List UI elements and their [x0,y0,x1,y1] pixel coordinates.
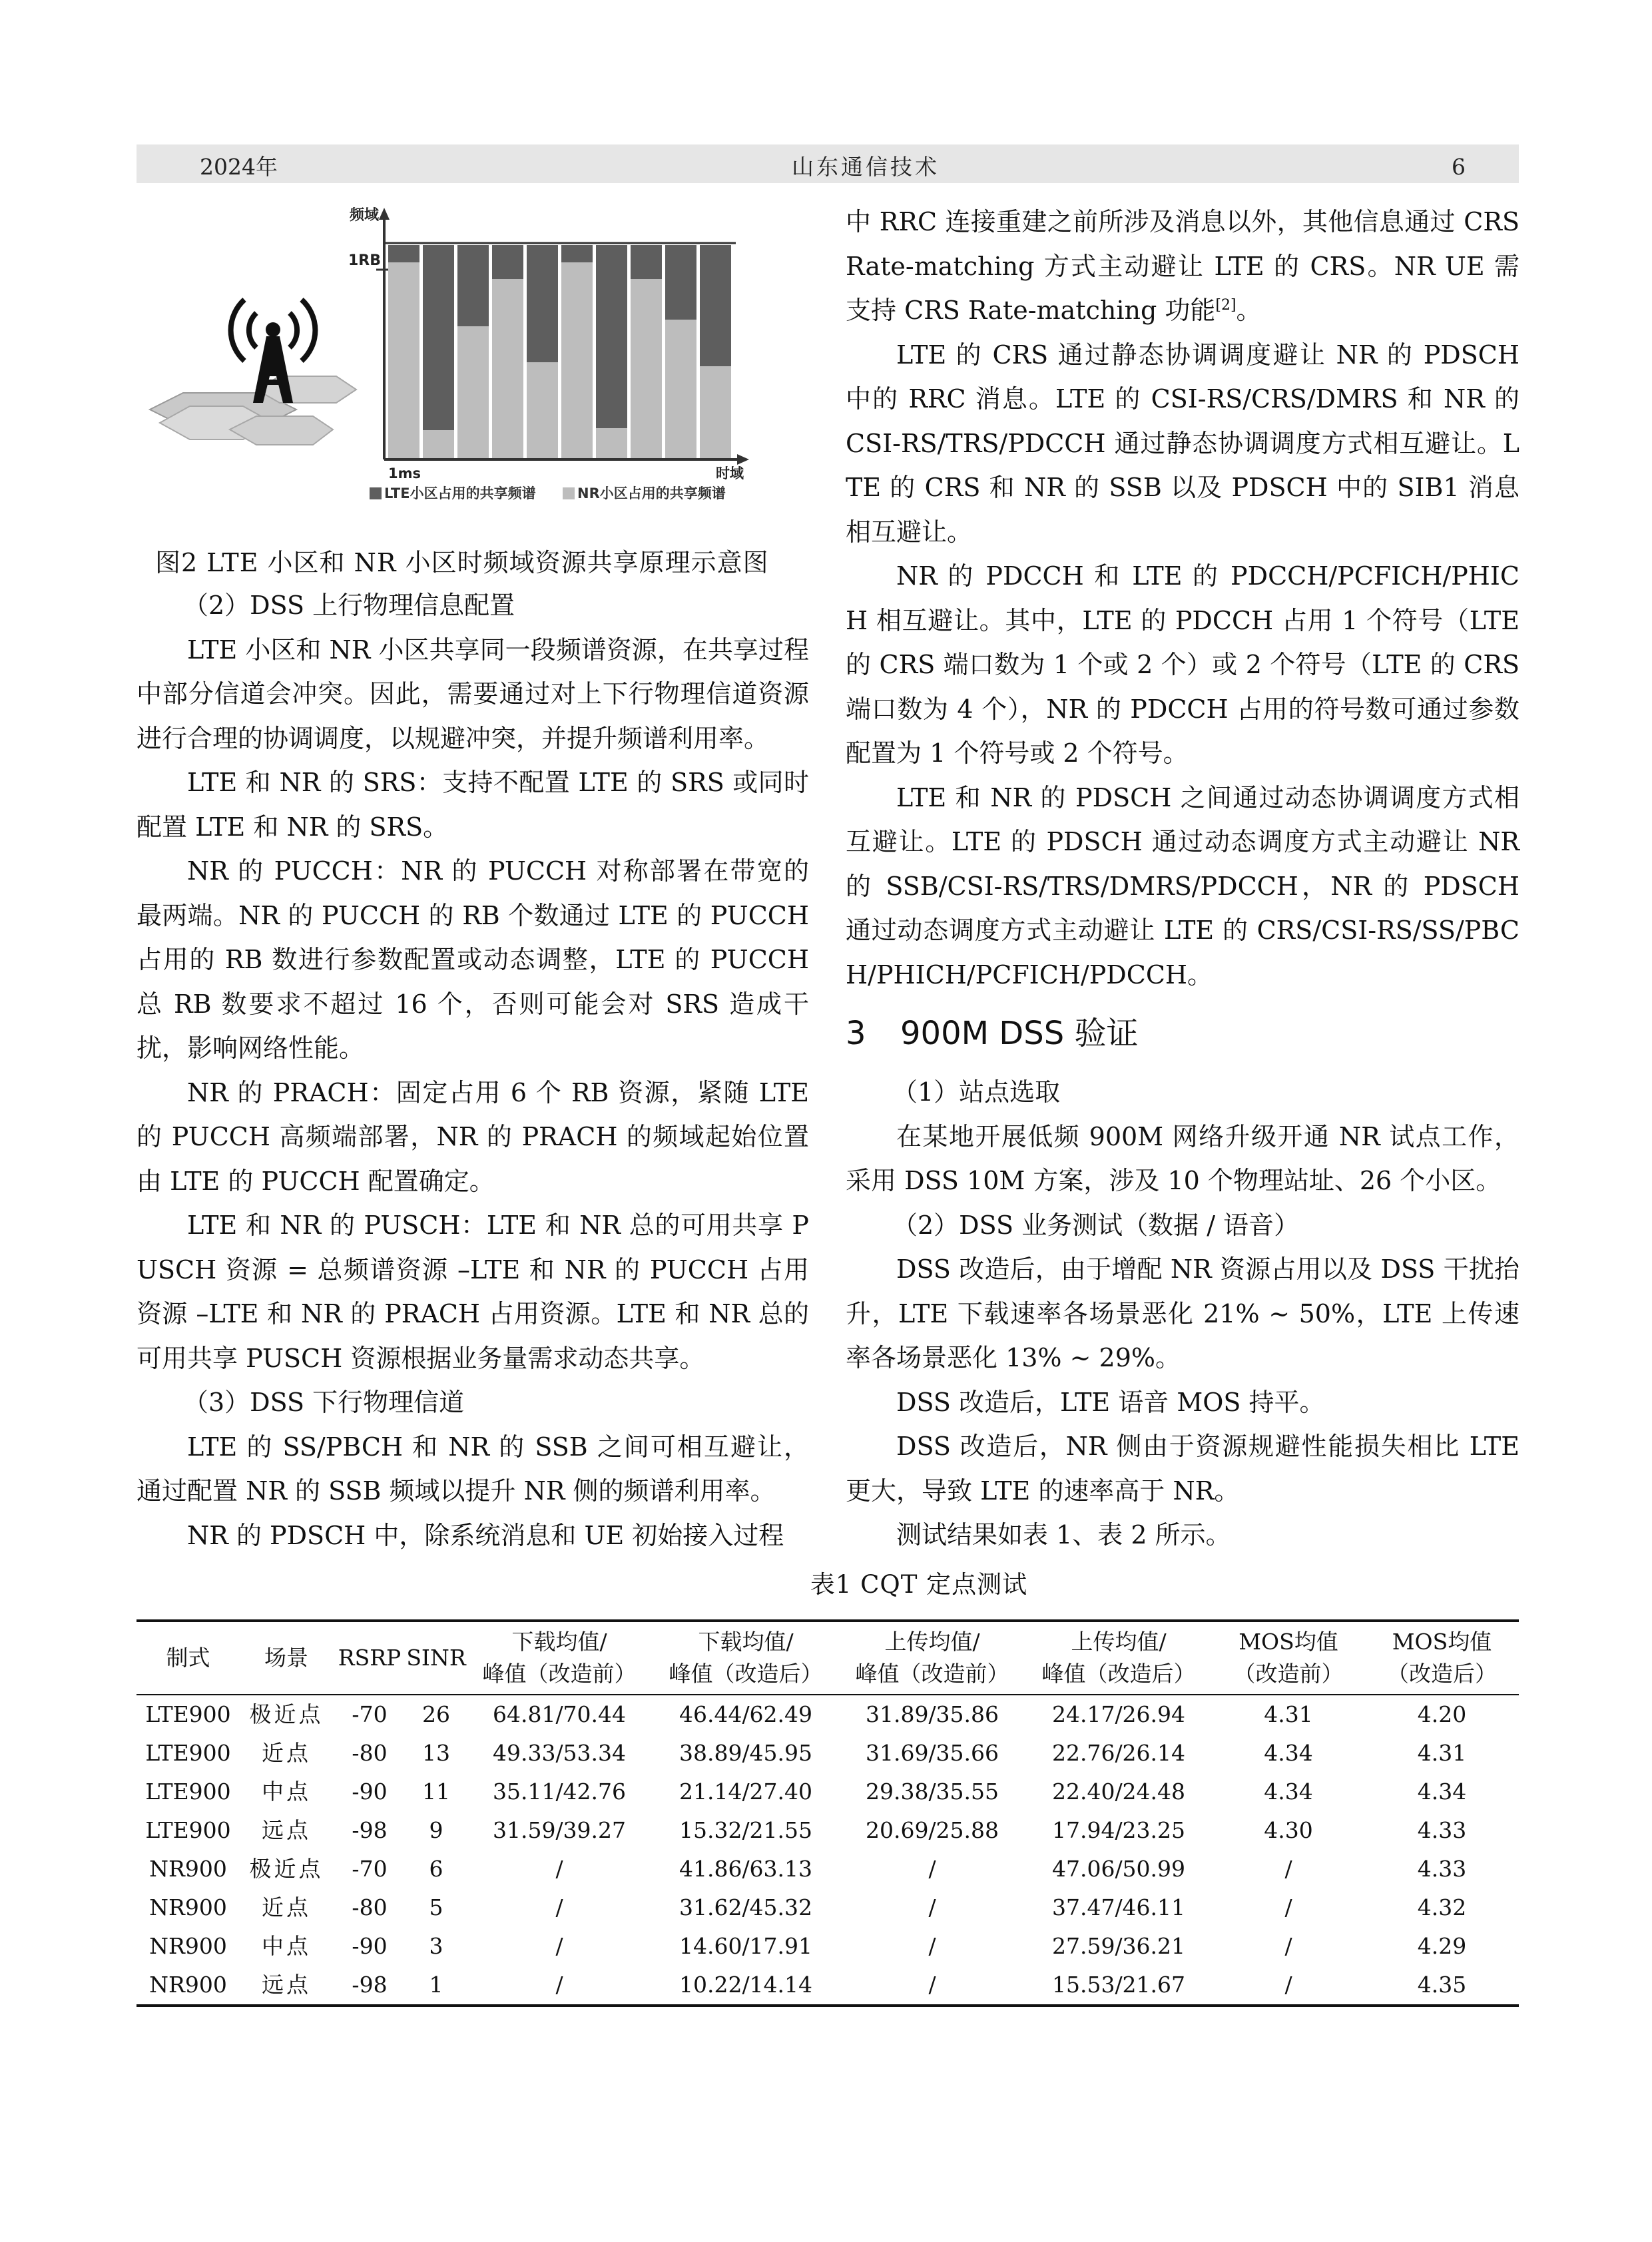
bar-lte-9 [665,245,696,320]
table-header-cell: 场景 [264,1645,308,1671]
table-cell: 21.14/27.40 [679,1779,813,1805]
table-row [137,1811,1519,1850]
bar-lte-7 [596,245,627,428]
table-header-cell: 上传均值/ 峰值（改造后） [1041,1629,1196,1687]
table-row [137,1773,1519,1811]
table-cell: / [928,1856,936,1882]
paragraph: 在某地开展低频 900M 网络升级开通 NR 试点工作，采用 DSS 10M 方案，涉及 10 个物理站址、26 个小区。 [846,1121,1519,1195]
paragraph: LTE 的 CRS 通过静态协调调度避让 NR 的 PDSCH 中的 RRC 消息。LTE 的 CSI-RS/CRS/DMRS 和 NR 的 CSI-RS/TRS/PDCCH 通过静态协调调度方式相互避让。LTE 的 CRS 和 NR 的 SSB 以及 PDSCH 中的 SIB1 消息相互避让。 [846,340,1519,547]
table-cell: 4.34 [1264,1779,1313,1805]
table-cell: / [1284,1972,1292,1998]
table-cell: 31.62/45.32 [679,1894,813,1920]
bar-lte-3 [457,245,489,326]
table-cell: / [928,1894,936,1920]
paragraph: DSS 改造后，由于增配 NR 资源占用以及 DSS 干扰抬升，LTE 下载速率各场景恶化 21% ~ 50%，LTE 上传速率各场景恶化 13% ~ 29%。 [846,1255,1519,1372]
table-cell: 31.89/35.86 [865,1701,999,1727]
paragraph: LTE 的 SS/PBCH 和 NR 的 SSB 之间可相互避让，通过配置 NR 的 SSB 频域以提升 NR 侧的频谱利用率。 [137,1432,809,1506]
table-cell: LTE900 [145,1740,231,1766]
table-title: 表1 CQT 定点测试 [810,1570,1028,1599]
table-header-cell: SINR [406,1645,466,1671]
subheading-service-test: （2）DSS 业务测试（数据 / 语音） [892,1210,1300,1240]
table-header-cell: 下载均值/ 峰值（改造前） [482,1629,637,1687]
bar-nr-1 [388,262,419,458]
table-row [137,1695,1519,1734]
table-cell: 极近点 [249,1856,324,1882]
header-page-number: 6 [1452,154,1466,180]
table-cell: -70 [352,1856,388,1882]
bar-lte-6 [561,245,593,262]
table-cell: 14.60/17.91 [679,1933,813,1959]
paragraph: LTE 和 NR 的 SRS：支持不配置 LTE 的 SRS 或同时配置 LTE 和 NR 的 SRS。 [137,768,809,842]
paragraph: LTE 小区和 NR 小区共享同一段频谱资源，在共享过程中部分信道会冲突。因此，需要通过对上下行物理信道资源进行合理的协调调度，以规避冲突，并提升频谱利用率。 [137,635,809,753]
table-cell: / [1284,1933,1292,1959]
citation-ref[interactable]: [2] [1215,297,1237,314]
table-cell: LTE900 [145,1779,231,1805]
table-cell: 4.29 [1417,1933,1467,1959]
table-cell: NR900 [149,1933,227,1959]
bar-lte-4 [492,245,523,279]
table-row [137,1888,1519,1927]
paragraph: LTE 和 NR 的 PDSCH 之间通过动态协调调度方式相互避让。LTE 的 PDSCH 通过动态调度方式主动避让 NR 的 SSB/CSI-RS/TRS/DMRS/PDCCH，NR 的 PDSCH 通过动态调度方式主动避让 LTE 的 CRS/CSI-RS/SS/PBCH/PHICH/PCFICH/PDCCH。 [846,782,1519,989]
time-frequency-diagram [137,200,809,533]
table-cell: 10.22/14.14 [679,1972,813,1998]
base-station-icon [150,300,356,445]
left-column [137,200,809,1557]
table-body [137,1695,1519,2006]
table-cell: 4.33 [1417,1817,1467,1843]
paragraph: 测试结果如表 1、表 2 所示。 [896,1520,1231,1549]
table-row [137,1850,1519,1888]
table-cell: 4.20 [1417,1701,1467,1727]
table-cell: 11 [422,1779,450,1805]
table-cell: 24.17/26.94 [1051,1701,1186,1727]
subheading-downlink: （3）DSS 下行物理信道 [183,1388,465,1417]
paragraph: NR 的 PDCCH 和 LTE 的 PDCCH/PCFICH/PHICH 相互避让。其中，LTE 的 PDCCH 占用 1 个符号（LTE 的 CRS 端口数为 1 个或 2 个）或 2 个符号（LTE 的 CRS 端口数为 4 个），NR 的 PDCCH 占用的符号数可通过参数配置为 1 个符号或 2 个符号。 [846,561,1519,768]
table-cell: 15.53/21.67 [1051,1972,1186,1998]
table-row [137,1966,1519,2006]
legend-label-lte: LTE小区占用的共享频谱 [384,485,536,501]
x-tick-label: 1ms [388,465,421,481]
table-cell: 远点 [262,1817,311,1843]
bar-nr-10 [700,366,731,458]
rb-label: 1RB [348,252,382,269]
table-cell: 22.40/24.48 [1051,1779,1186,1805]
table-cell: 4.31 [1417,1740,1467,1766]
table-cell: / [555,1894,563,1920]
table-cell: / [928,1972,936,1998]
table-cell: 31.59/39.27 [492,1817,627,1843]
table-cell: 9 [429,1817,443,1843]
bar-nr-5 [527,362,558,458]
table-cell: NR900 [149,1894,227,1920]
legend-label-nr: NR小区占用的共享频谱 [577,485,726,501]
subheading-uplink: （2）DSS 上行物理信息配置 [183,591,515,620]
paragraph: DSS 改造后，LTE 语音 MOS 持平。 [896,1387,1325,1417]
right-column [846,200,1519,1557]
table-cell: -90 [352,1779,388,1805]
table-cell: 38.89/45.95 [679,1740,813,1766]
bar-nr-2 [423,430,454,458]
table-cell: 远点 [262,1972,311,1998]
y-axis-label: 频域 [350,207,380,224]
table-cell: -98 [352,1817,388,1843]
table-cell: 中点 [262,1933,311,1959]
header-year: 2024年 [200,154,278,180]
table-cell: 22.76/26.14 [1051,1740,1186,1766]
table-cell: 37.47/46.11 [1051,1894,1186,1920]
cqt-table [137,1619,1519,2007]
table-cell: -70 [352,1701,388,1727]
table-cell: 31.69/35.66 [865,1740,999,1766]
table-header-cell: 制式 [166,1645,210,1671]
table-cell: 29.38/35.55 [865,1779,999,1805]
table-cell: 4.31 [1264,1701,1313,1727]
bar-nr-3 [457,326,489,458]
table-cell: 4.30 [1264,1817,1313,1843]
table-cell: 47.06/50.99 [1051,1856,1186,1882]
paragraph: LTE 和 NR 的 PUSCH：LTE 和 NR 总的可用共享 PUSCH 资源 = 总频谱资源 –LTE 和 NR 的 PUCCH 占用资源 –LTE 和 NR 的 PRACH 占用资源。LTE 和 NR 总的可用共享 PUSCH 资源根据业务量需求动态共享。 [137,1211,809,1373]
table-header-cell: 下载均值/ 峰值（改造后） [669,1629,823,1687]
table-cell: -80 [352,1894,388,1920]
table-cell: 64.81/70.44 [492,1701,627,1727]
table-cell: 17.94/23.25 [1051,1817,1186,1843]
table-cell: 中点 [262,1779,311,1805]
table-header-cell: RSRP [338,1645,402,1671]
figure-caption: 图2 LTE 小区和 NR 小区时频域资源共享原理示意图 [155,548,769,577]
table-cell: 6 [429,1856,443,1882]
table-cell: / [1284,1856,1292,1882]
table-cell: NR900 [149,1856,227,1882]
table-cell: 1 [429,1972,443,1998]
table-cell: 26 [422,1701,450,1727]
paragraph: NR 的 PUCCH：NR 的 PUCCH 对称部署在带宽的最两端。NR 的 PUCCH 的 RB 个数通过 LTE 的 PUCCH 占用的 RB 数进行参数配置或动态调整，LTE 的 PUCCH 总 RB 数要求不超过 16 个，否则可能会对 SRS 造成干扰，影响网络性能。 [137,856,809,1063]
table-cell: -90 [352,1933,388,1959]
bar-nr-4 [492,279,523,458]
subheading-site-selection: （1）站点选取 [892,1077,1061,1107]
table-cell: 15.32/21.55 [679,1817,813,1843]
legend-swatch-lte [370,487,382,499]
table-cell: 近点 [262,1894,311,1920]
paragraph: NR 的 PRACH：固定占用 6 个 RB 资源，紧随 LTE 的 PUCCH 高频端部署，NR 的 PRACH 的频域起始位置由 LTE 的 PUCCH 配置确定。 [137,1077,809,1196]
bar-lte-10 [700,245,731,366]
bar-lte-1 [388,245,419,262]
table-cell: 4.32 [1417,1894,1467,1920]
table-cell: 49.33/53.34 [492,1740,627,1766]
table-cell: 5 [429,1894,443,1920]
table-cell: LTE900 [145,1817,231,1843]
table-header-row [137,1621,1519,1695]
table-cell: 41.86/63.13 [679,1856,813,1882]
paragraph: DSS 改造后，NR 侧由于资源规避性能损失相比 LTE 更大，导致 LTE 的速率高于 NR。 [846,1432,1519,1506]
table-cell: / [555,1972,563,1998]
table-cell: 13 [422,1740,450,1766]
bar-nr-6 [561,262,593,458]
table-row [137,1927,1519,1966]
bar-lte-2 [423,245,454,430]
table-cell: / [1284,1894,1292,1920]
table-cell: -80 [352,1740,388,1766]
table-header-cell: 上传均值/ 峰值（改造前） [855,1629,1009,1687]
table-header-cell: MOS均值 （改造后） [1387,1629,1497,1687]
figure-2 [137,200,809,533]
table-cell: 46.44/62.49 [679,1701,813,1727]
table-cell: 4.34 [1417,1779,1467,1805]
paragraph: NR 的 PDSCH 中，除系统消息和 UE 初始接入过程 [187,1520,784,1550]
table-cell: -98 [352,1972,388,1998]
table-cell: 20.69/25.88 [865,1817,999,1843]
x-axis-label: 时域 [716,465,744,481]
bar-nr-7 [596,428,627,458]
table-cell: / [928,1933,936,1959]
bar-nr-8 [631,279,662,458]
header-journal-title: 山东通信技术 [792,154,940,180]
table-cell: 35.11/42.76 [492,1779,627,1805]
table-cell: 4.33 [1417,1856,1467,1882]
table-cell: / [555,1856,563,1882]
table-cell: / [555,1933,563,1959]
table-cell: LTE900 [145,1701,231,1727]
table-cell: 极近点 [249,1701,324,1727]
table-header-cell: MOS均值 （改造前） [1233,1629,1344,1687]
section-heading: 3 900M DSS 验证 [846,1015,1139,1052]
table-row [137,1734,1519,1773]
table-cell: 3 [429,1933,443,1959]
table-cell: 27.59/36.21 [1051,1933,1186,1959]
bar-lte-5 [527,245,558,362]
bar-lte-8 [631,245,662,279]
bars-group [388,245,731,458]
table-cell: 4.35 [1417,1972,1467,1998]
table-cell: NR900 [149,1972,227,1998]
table-cell: 近点 [262,1740,311,1766]
table-cell: 4.34 [1264,1740,1313,1766]
paragraph-continued: 中 RRC 连接重建之前所涉及消息以外，其他信息通过 CRS Rate-matching 方式主动避让 LTE 的 CRS。NR UE 需支持 CRS Rate-matching 功能[2]。 [846,207,1519,325]
legend-swatch-nr [563,487,575,499]
bar-nr-9 [665,320,696,458]
